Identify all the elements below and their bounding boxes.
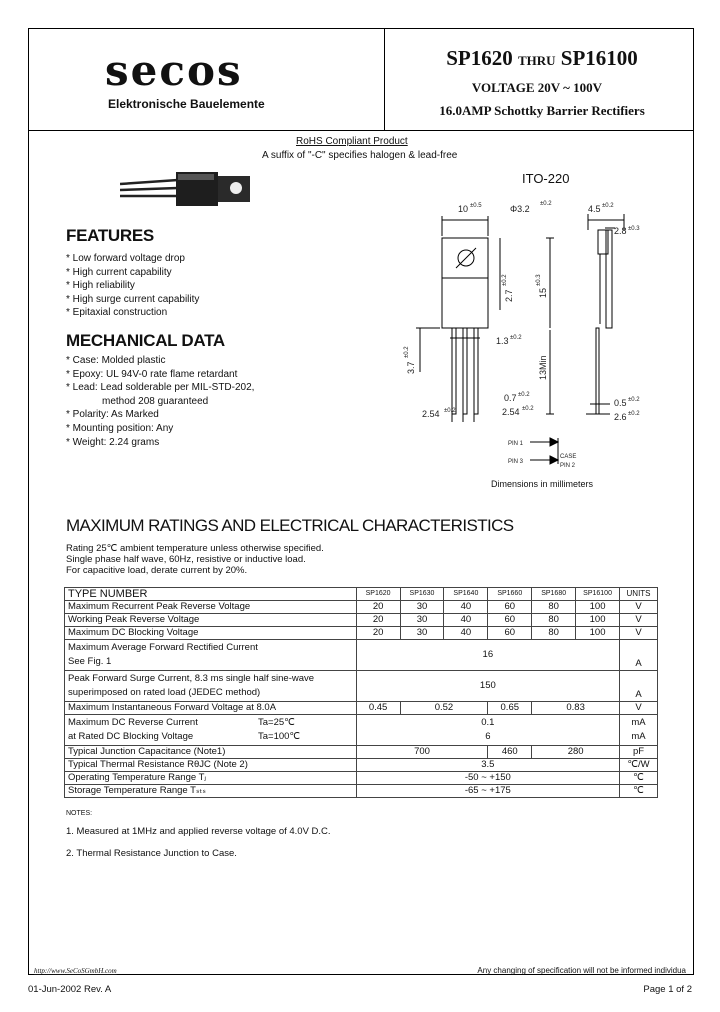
dim-1-3-tol: ±0.2	[510, 335, 522, 341]
table-cell	[356, 715, 619, 746]
table-cell: 60	[488, 614, 532, 627]
table-cell: 20	[356, 614, 400, 627]
table-cell: V	[620, 627, 658, 640]
company-logo: secos	[105, 46, 243, 95]
row-label-line	[68, 730, 353, 744]
header-divider	[28, 130, 694, 131]
header-cell: SP16100	[576, 588, 620, 601]
dim-hole: Φ3.2	[510, 204, 530, 214]
condition-line: For capacitive load, derate current by 20%.	[66, 565, 248, 576]
table-cell: 30	[400, 627, 444, 640]
table-cell: Maximum Recurrent Peak Reverse Voltage	[65, 601, 357, 614]
list-item: * Weight: 2.24 grams	[66, 436, 160, 448]
dim-10-tol: ±0.5	[470, 203, 482, 209]
list-item: method 208 guaranteed	[102, 395, 209, 407]
table-row	[65, 627, 658, 640]
header-vertical-divider	[384, 28, 385, 130]
ratings-heading: MAXIMUM RATINGS AND ELECTRICAL CHARACTERISTICS	[66, 516, 514, 535]
list-item: * Mounting position: Any	[66, 422, 174, 434]
table-cell: 0.45	[356, 702, 400, 715]
table-cell: 30	[400, 601, 444, 614]
table-cell: 30	[400, 614, 444, 627]
pin-1-label: PIN 1	[508, 441, 524, 447]
dim-10: 10	[458, 204, 469, 214]
dim-2-7-tol: ±0.2	[502, 274, 508, 286]
table-cell: 80	[532, 614, 576, 627]
table-cell: V	[620, 601, 658, 614]
table-cell: 20	[356, 627, 400, 640]
table-cell: 16	[356, 640, 619, 671]
voltage-range: VOLTAGE 20V ~ 100V	[471, 80, 603, 95]
table-cell: 0.52	[400, 702, 488, 715]
pin-2-label: PIN 2	[560, 463, 576, 469]
row-label: at Rated DC Blocking Voltage	[68, 731, 194, 742]
table-cell	[620, 715, 658, 746]
table-cell: Maximum DC Blocking Voltage	[65, 627, 357, 640]
dim-2-6-tol: ±0.2	[628, 411, 640, 417]
table-cell: 700	[356, 746, 488, 759]
row-label-line	[68, 716, 353, 730]
table-cell: 60	[488, 601, 532, 614]
cell-line: mA	[631, 717, 646, 728]
table-cell: -50 ~ +150	[356, 772, 619, 785]
dimensions-note: Dimensions in millimeters	[491, 479, 594, 489]
dim-2-54-b: 2.54	[502, 407, 520, 417]
dim-4-5: 4.5	[588, 204, 601, 214]
row-label-line: See Fig. 1	[68, 656, 112, 667]
dim-15-tol: ±0.3	[536, 274, 542, 286]
page-number: Page 1 of 2	[643, 984, 692, 995]
part-title	[402, 46, 682, 71]
dim-4-5-tol: ±0.2	[602, 203, 614, 209]
row-label-line: Peak Forward Surge Current, 8.3 ms single half sine-wave	[68, 673, 315, 684]
table-row	[65, 640, 658, 671]
features-list	[66, 252, 199, 320]
part-thru: THRU	[517, 53, 556, 68]
company-subtitle: Elektronische Bauelemente	[108, 97, 265, 111]
note-2: 2. Thermal Resistance Junction to Case.	[66, 848, 237, 859]
table-cell: ℃	[620, 772, 658, 785]
table-cell: 100	[576, 614, 620, 627]
table-cell: Typical Junction Capacitance (Note1)	[65, 746, 357, 759]
table-row	[65, 601, 658, 614]
table-cell: 80	[532, 627, 576, 640]
ratings-table	[64, 587, 658, 798]
table-cell: 40	[444, 614, 488, 627]
dim-13-min: 13Min	[538, 355, 548, 380]
dim-2-6: 2.6	[614, 412, 627, 422]
list-item: * High surge current capability	[66, 293, 200, 305]
note-1: 1. Measured at 1MHz and applied reverse voltage of 4.0V D.C.	[66, 826, 331, 837]
dim-hole-tol: ±0.2	[540, 201, 552, 207]
dim-2-54-b-tol: ±0.2	[522, 406, 534, 412]
part-to: SP16100	[560, 46, 638, 70]
revision-date: 01-Jun-2002 Rev. A	[28, 984, 112, 995]
table-cell: 150	[356, 671, 619, 702]
website-link[interactable]: http://www.SeCoSGmbH.com	[34, 967, 117, 975]
header-cell: SP1660	[488, 588, 532, 601]
table-row	[65, 702, 658, 715]
condition-line: Rating 25℃ ambient temperature unless otherwise specified.	[66, 543, 324, 554]
rohs-note: RoHS Compliant Product	[296, 136, 408, 147]
dim-0-5: 0.5	[614, 398, 627, 408]
table-row	[65, 614, 658, 627]
row-condition: Ta=100℃	[258, 731, 301, 742]
table-row	[65, 759, 658, 772]
dim-3-7-tol: ±0.2	[404, 346, 410, 358]
mechanical-list	[66, 354, 254, 449]
table-row	[65, 785, 658, 798]
table-cell: Working Peak Reverse Voltage	[65, 614, 357, 627]
dim-1-3: 1.3	[496, 336, 509, 346]
header-cell: UNITS	[620, 588, 658, 601]
dim-15: 15	[538, 287, 548, 298]
table-cell: ℃/W	[620, 759, 658, 772]
table-cell	[65, 715, 357, 746]
package-name: ITO-220	[522, 171, 570, 186]
dim-2-8-tol: ±0.3	[628, 226, 640, 232]
cell-line: 0.1	[481, 717, 495, 728]
condition-line: Single phase half wave, 60Hz, resistive or inductive load.	[66, 554, 306, 565]
component-illustration	[120, 164, 260, 214]
package-drawing	[400, 190, 670, 480]
dim-2-7: 2.7	[504, 289, 514, 302]
halogen-note: A suffix of "-C" specifies halogen & lead-free	[262, 150, 458, 161]
row-label-line: Maximum Average Forward Rectified Current	[68, 642, 258, 653]
table-cell: 0.83	[532, 702, 620, 715]
table-cell: 20	[356, 601, 400, 614]
table-cell: 280	[532, 746, 620, 759]
cell-line: 6	[485, 731, 491, 742]
table-cell: A	[620, 640, 658, 671]
table-cell: 0.65	[488, 702, 532, 715]
table-cell: 3.5	[356, 759, 619, 772]
pin-3-label: PIN 3	[508, 459, 524, 465]
list-item: * Epoxy: UL 94V-0 rate flame retardant	[66, 368, 238, 380]
case-label: CASE	[560, 454, 577, 460]
table-cell: 100	[576, 601, 620, 614]
header-cell: TYPE NUMBER	[65, 588, 357, 601]
table-cell: 80	[532, 601, 576, 614]
row-label-line: superimposed on rated load (JEDEC method)	[68, 687, 261, 698]
table-cell: pF	[620, 746, 658, 759]
row-condition: Ta=25℃	[258, 717, 295, 728]
table-cell: -65 ~ +175	[356, 785, 619, 798]
list-item: * Polarity: As Marked	[66, 409, 159, 421]
table-row	[65, 746, 658, 759]
table-cell: 100	[576, 627, 620, 640]
dim-3-7: 3.7	[406, 361, 416, 374]
table-cell: V	[620, 614, 658, 627]
cell-line: mA	[631, 731, 646, 742]
table-row	[65, 772, 658, 785]
table-cell	[65, 640, 357, 671]
features-heading: FEATURES	[66, 226, 154, 245]
table-cell: 40	[444, 627, 488, 640]
dim-0-5-tol: ±0.2	[628, 397, 640, 403]
dim-0-7: 0.7	[504, 393, 517, 403]
table-cell: Maximum Instantaneous Forward Voltage at 8.0A	[65, 702, 357, 715]
row-label: Maximum DC Reverse Current	[68, 717, 198, 728]
table-row	[65, 671, 658, 702]
rating-conditions	[66, 543, 324, 576]
part-from: SP1620	[446, 46, 513, 70]
table-cell: 60	[488, 627, 532, 640]
list-item: * Low forward voltage drop	[66, 253, 185, 264]
table-cell: V	[620, 702, 658, 715]
dim-2-8: 2.8	[614, 226, 627, 236]
header-cell: SP1640	[444, 588, 488, 601]
list-item: * Epitaxial construction	[66, 307, 168, 319]
dim-2-54-a-tol: ±0.2	[444, 408, 456, 414]
table-cell: 460	[488, 746, 532, 759]
table-cell: Storage Temperature Range Tₛₜₛ	[65, 785, 357, 798]
table-cell: A	[620, 671, 658, 702]
table-cell	[65, 671, 357, 702]
list-item: * High current capability	[66, 266, 172, 278]
header-cell: SP1620	[356, 588, 400, 601]
table-cell: 40	[444, 601, 488, 614]
notes-heading: NOTES:	[66, 810, 93, 817]
list-item: * High reliability	[66, 280, 135, 292]
table-header-row	[65, 588, 658, 601]
list-item: * Lead: Lead solderable per MIL-STD-202,	[66, 382, 255, 394]
dim-0-7-tol: ±0.2	[518, 392, 530, 398]
table-cell: ℃	[620, 785, 658, 798]
table-cell: Operating Temperature Range Tⱼ	[65, 772, 357, 785]
header-cell: SP1630	[400, 588, 444, 601]
dim-2-54-a: 2.54	[422, 409, 440, 419]
mechanical-heading: MECHANICAL DATA	[66, 331, 225, 350]
change-notice: Any changing of specification will not be informed individua	[477, 966, 686, 975]
header-cell: SP1680	[532, 588, 576, 601]
part-description: 16.0AMP Schottky Barrier Rectifiers	[439, 103, 645, 118]
table-cell: Typical Thermal Resistance RθJC (Note 2)	[65, 759, 357, 772]
list-item: * Case: Molded plastic	[66, 355, 166, 366]
table-row	[65, 715, 658, 746]
